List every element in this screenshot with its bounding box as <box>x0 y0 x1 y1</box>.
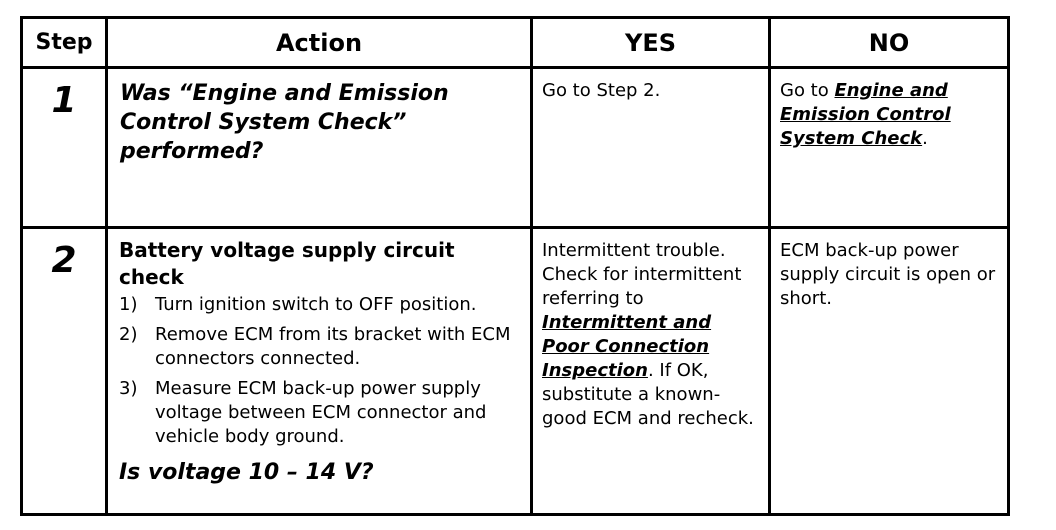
intermittent-inspection-link[interactable]: Intermittent and Poor Connection Inspection <box>542 312 712 381</box>
step-cell <box>22 228 107 515</box>
table-row <box>22 68 1009 228</box>
yes-cell <box>532 228 770 515</box>
action-question: Was “Engine and Emission Control System Check” performed? <box>120 81 449 164</box>
list-item-number: 3) <box>119 378 138 399</box>
list-item <box>119 323 522 371</box>
yes-cell <box>532 68 770 228</box>
step-number: 2 <box>51 240 77 281</box>
list-item <box>119 377 522 449</box>
no-cell <box>770 228 1009 515</box>
no-text: ECM back-up power supply circuit is open or short. <box>780 240 996 309</box>
list-item-text: Remove ECM from its bracket with ECM connectors connected. <box>155 324 511 369</box>
yes-prefix: Intermittent trouble. Check for intermittent referring to <box>542 240 742 309</box>
diagnosis-table <box>20 16 1010 516</box>
action-title: Battery voltage supply circuit check <box>119 238 455 289</box>
list-item-number: 1) <box>119 294 138 315</box>
table-header-row <box>22 18 1009 68</box>
table-row <box>22 228 1009 515</box>
action-steps-list <box>108 293 530 449</box>
list-item <box>119 293 522 317</box>
list-item-text: Measure ECM back-up power supply voltage between ECM connector and vehicle body ground. <box>155 378 487 447</box>
no-prefix: Go to <box>780 80 835 101</box>
step-cell <box>22 68 107 228</box>
action-cell <box>107 68 532 228</box>
header-no: NO <box>770 18 1009 68</box>
yes-text: Go to Step 2. <box>542 80 661 101</box>
yes-text <box>533 229 768 431</box>
list-item-text: Turn ignition switch to OFF position. <box>155 294 477 315</box>
no-cell <box>770 68 1009 228</box>
header-action: Action <box>107 18 532 68</box>
action-cell <box>107 228 532 515</box>
yes-suffix: . If OK, substitute a known-good ECM and recheck. <box>542 360 754 429</box>
no-suffix: . <box>922 128 928 149</box>
step-number: 1 <box>51 80 77 121</box>
no-text <box>771 69 1007 151</box>
header-yes: YES <box>532 18 770 68</box>
action-question: Is voltage 10 – 14 V? <box>119 460 374 485</box>
engine-emission-check-link[interactable]: Engine and Emission Control System Check <box>780 80 951 149</box>
list-item-number: 2) <box>119 324 138 345</box>
header-step: Step <box>22 18 107 68</box>
